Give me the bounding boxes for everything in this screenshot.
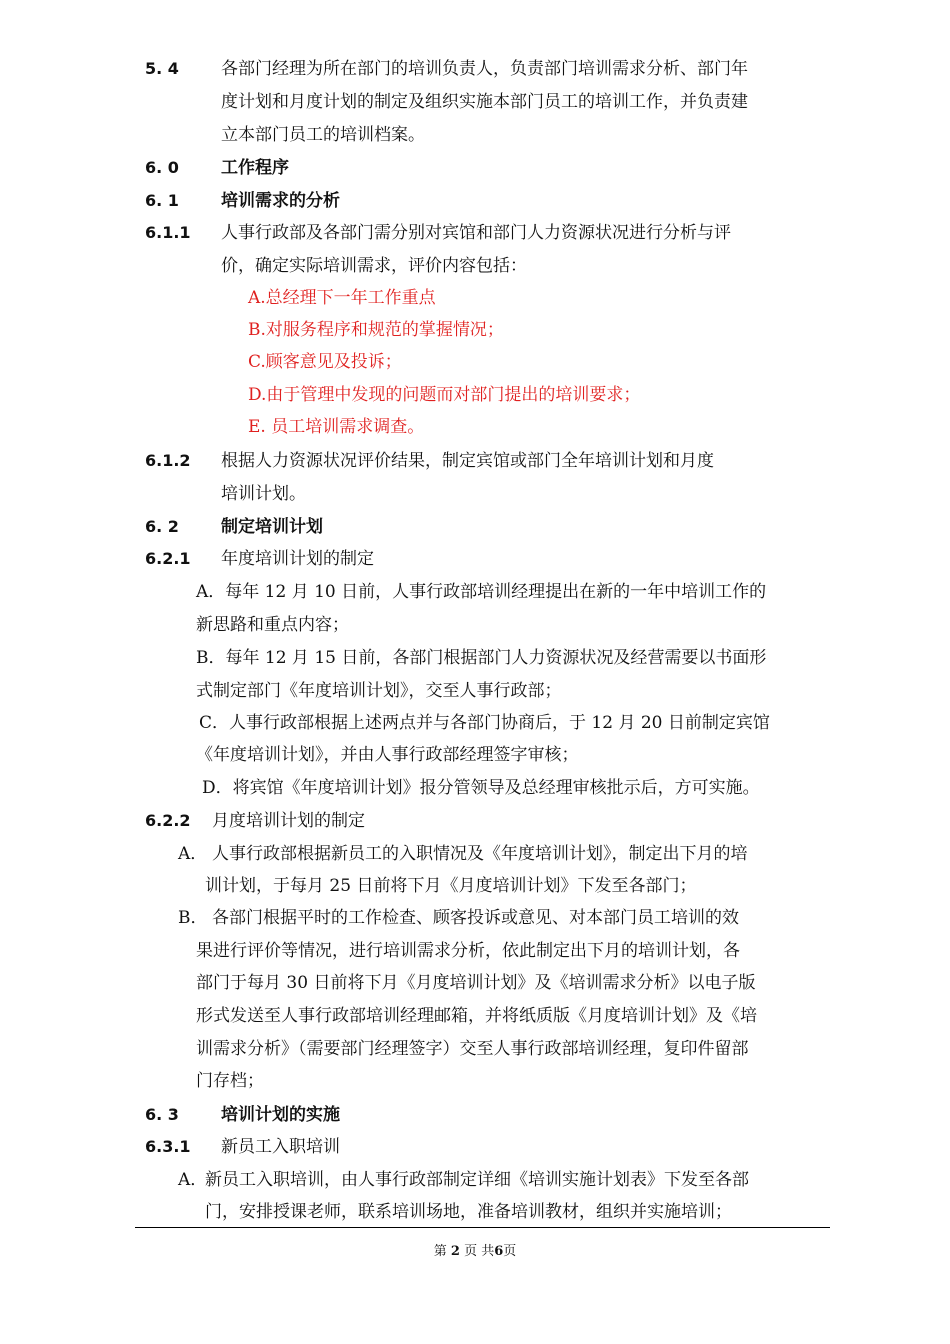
paragraph-line: 形式发送至人事行政部培训经理邮箱，并将纸质版《月度培训计划》及《培 xyxy=(196,1006,757,1026)
paragraph-line: 各部门根据平时的工作检查、顾客投诉或意见、对本部门员工培训的效 xyxy=(212,908,739,928)
section-number: 6. 3 xyxy=(145,1105,179,1124)
section-number: 6. 2 xyxy=(145,517,179,536)
section-number: 6.3.1 xyxy=(145,1137,191,1156)
list-item: D.由于管理中发现的问题而对部门提出的培训要求； xyxy=(248,385,641,405)
section-number: 6.1.2 xyxy=(145,451,191,470)
section-title: 制定培训计划 xyxy=(221,517,323,537)
paragraph-line: 训需求分析》（需要部门经理签字）交至人事行政部培训经理，复印件留部 xyxy=(196,1039,749,1059)
section-title: 培训需求的分析 xyxy=(221,191,340,211)
paragraph-line: 《年度培训计划》，并由人事行政部经理签字审核； xyxy=(196,745,579,765)
footer-mid: 页 共 xyxy=(464,1244,495,1259)
list-item: E. 员工培训需求调查。 xyxy=(248,417,425,437)
paragraph-line: 度计划和月度计划的制定及组织实施本部门员工的培训工作，并负责建 xyxy=(221,92,748,112)
section-number: 6. 0 xyxy=(145,158,179,177)
paragraph-line: 门，安排授课老师，联系培训场地，准备培训教材，组织并实施培训； xyxy=(205,1202,732,1222)
paragraph-line: 价，确定实际培训需求，评价内容包括： xyxy=(221,256,527,276)
section-number: 5. 4 xyxy=(145,59,179,78)
footer-total-pages: 6 xyxy=(494,1244,504,1259)
paragraph-line: 新思路和重点内容； xyxy=(196,615,349,635)
list-label: A． xyxy=(178,844,208,864)
paragraph-line: C．人事行政部根据上述两点并与各部门协商后，于 12 月 20 日前制定宾馆 xyxy=(199,713,770,733)
paragraph-line: 训计划，于每月 25 日前将下月《月度培训计划》下发至各部门； xyxy=(205,876,697,896)
paragraph-line: 式制定部门《年度培训计划》，交至人事行政部； xyxy=(196,681,562,701)
section-number: 6.2.1 xyxy=(145,549,191,568)
list-label: B． xyxy=(178,908,208,928)
paragraph-line: 门存档； xyxy=(196,1071,264,1091)
section-title: 工作程序 xyxy=(221,158,289,178)
section-number: 6. 1 xyxy=(145,191,179,210)
paragraph-line: B．每年 12 月 15 日前，各部门根据部门人力资源状况及经营需要以书面形 xyxy=(196,648,767,668)
section-title: 培训计划的实施 xyxy=(221,1105,340,1125)
footer-divider xyxy=(135,1227,830,1228)
list-label: A． xyxy=(178,1170,208,1190)
subsection-title: 年度培训计划的制定 xyxy=(221,549,374,569)
paragraph-line: 人事行政部根据新员工的入职情况及《年度培训计划》，制定出下月的培 xyxy=(212,844,748,864)
paragraph-line: 培训计划。 xyxy=(221,484,306,504)
paragraph-line: 新员工入职培训，由人事行政部制定详细《培训实施计划表》下发至各部 xyxy=(205,1170,749,1190)
footer-page-number: 2 xyxy=(450,1244,460,1259)
paragraph-line: 各部门经理为所在部门的培训负责人，负责部门培训需求分析、部门年 xyxy=(221,59,748,79)
paragraph-line: 根据人力资源状况评价结果，制定宾馆或部门全年培训计划和月度 xyxy=(221,451,714,471)
paragraph-line: A．每年 12 月 10 日前，人事行政部培训经理提出在新的一年中培训工作的 xyxy=(196,582,767,602)
list-item: B.对服务程序和规范的掌握情况； xyxy=(248,320,504,340)
list-item: C.顾客意见及投诉； xyxy=(248,352,402,372)
page-footer xyxy=(0,1243,950,1261)
subsection-title: 新员工入职培训 xyxy=(221,1137,340,1157)
paragraph-line: 人事行政部及各部门需分别对宾馆和部门人力资源状况进行分析与评 xyxy=(221,223,731,243)
footer-suffix: 页 xyxy=(503,1244,517,1259)
section-number: 6.2.2 xyxy=(145,811,191,830)
paragraph-line: D．将宾馆《年度培训计划》报分管领导及总经理审核批示后，方可实施。 xyxy=(202,778,760,798)
footer-prefix: 第 xyxy=(433,1244,447,1259)
section-number: 6.1.1 xyxy=(145,223,191,242)
subsection-title: 月度培训计划的制定 xyxy=(212,811,365,831)
paragraph-line: 立本部门员工的培训档案。 xyxy=(221,125,425,145)
list-item: A.总经理下一年工作重点 xyxy=(248,288,436,308)
paragraph-line: 部门于每月 30 日前将下月《月度培训计划》及《培训需求分析》以电子版 xyxy=(196,973,756,993)
paragraph-line: 果进行评价等情况，进行培训需求分析，依此制定出下月的培训计划，各 xyxy=(196,941,740,961)
